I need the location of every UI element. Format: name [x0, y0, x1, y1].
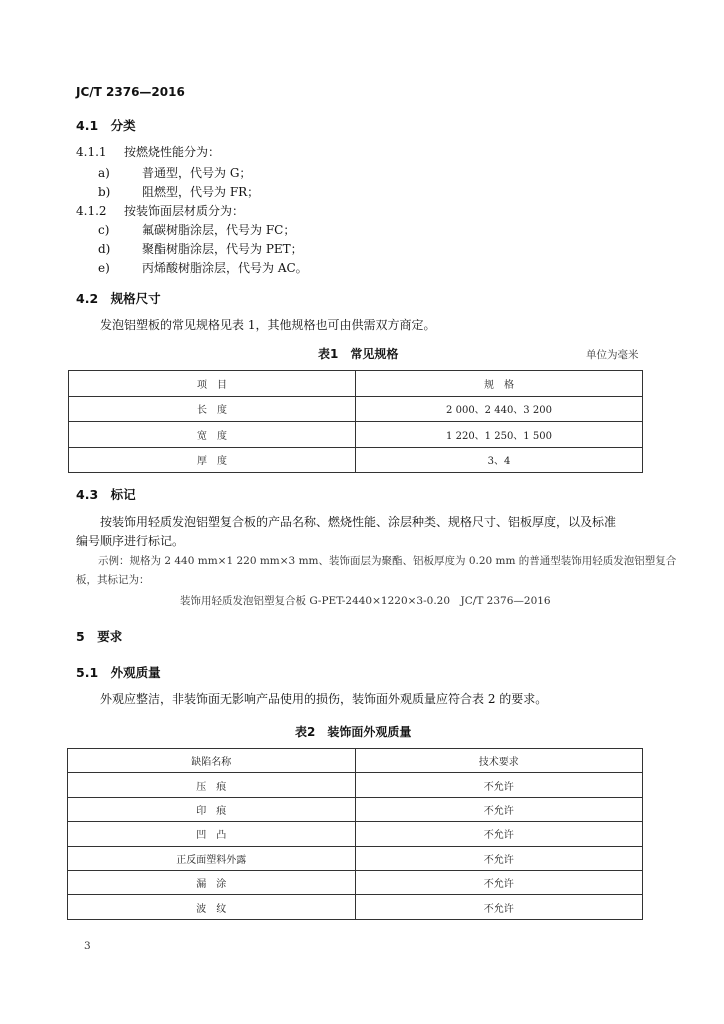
- table-cell: 不允许: [355, 870, 643, 894]
- table-1-caption: 表1 常见规格: [318, 347, 399, 361]
- list-item-label: c): [98, 223, 110, 237]
- section-5-1-title: 5.1 外观质量: [76, 665, 161, 680]
- table-cell: 宽 度: [69, 422, 356, 448]
- table-cell: 不允许: [355, 773, 643, 797]
- list-item: [98, 240, 303, 257]
- paragraph-line: 按装饰用轻质发泡铝塑复合板的产品名称、燃烧性能、涂层种类、规格尺寸、铝板厚度，以及标准: [100, 515, 617, 529]
- clause-number: 4.1.1: [76, 145, 107, 159]
- list-item-text: 阻燃型，代号为 FR；: [142, 185, 260, 199]
- table-cell: 不允许: [355, 895, 643, 919]
- table-header-cell: 技术要求: [355, 749, 643, 773]
- table-cell: 长 度: [69, 396, 356, 422]
- section-5-title: 5 要求: [76, 629, 123, 644]
- table-cell: 不允许: [355, 846, 643, 870]
- example-line: 示例：规格为 2 440 mm×1 220 mm×3 mm、装饰面层为聚酯、铝板厚度为 0.20 mm 的普通型装饰用轻质发泡铝塑复合: [98, 555, 677, 567]
- list-item: [98, 183, 259, 200]
- table-row: [68, 895, 643, 919]
- clause-4-1-1: [76, 143, 220, 160]
- list-item: [98, 164, 251, 181]
- table-row: [68, 773, 643, 797]
- table-row: [68, 822, 643, 846]
- table-cell: 3、4: [356, 447, 643, 473]
- section-4-1-title: 4.1 分类: [76, 118, 136, 133]
- table-cell: 波 纹: [68, 895, 356, 919]
- table-row: [69, 447, 643, 473]
- table-row: [69, 422, 643, 448]
- paragraph-line: 编号顺序进行标记。: [76, 534, 185, 548]
- clause-text: 按装饰面层材质分为：: [124, 204, 245, 218]
- table-header-cell: 项 目: [69, 371, 356, 397]
- list-item-text: 普通型，代号为 G；: [142, 166, 252, 180]
- list-item: [98, 221, 295, 238]
- table-row: [68, 846, 643, 870]
- list-item-text: 聚酯树脂涂层，代号为 PET；: [142, 242, 303, 256]
- clause-number: 4.1.2: [76, 204, 107, 218]
- table-2: [67, 748, 643, 920]
- table-1-unit: 单位为毫米: [586, 349, 639, 361]
- table-cell: 不允许: [355, 822, 643, 846]
- clause-4-1-2: [76, 202, 244, 219]
- list-item-label: d): [98, 242, 111, 256]
- table-cell: 印 痕: [68, 797, 356, 821]
- list-item-text: 氟碳树脂涂层，代号为 FC；: [142, 223, 296, 237]
- table-row: [68, 870, 643, 894]
- list-item-label: a): [98, 166, 110, 180]
- table-cell: 厚 度: [69, 447, 356, 473]
- table-row: [69, 396, 643, 422]
- table-1: [68, 370, 643, 473]
- table-cell: 2 000、2 440、3 200: [356, 396, 643, 422]
- table-cell: 正反面塑料外露: [68, 846, 356, 870]
- example-line: 板，其标记为：: [76, 574, 150, 586]
- table-2-caption: 表2 装饰面外观质量: [295, 725, 412, 739]
- table-cell: 漏 涂: [68, 870, 356, 894]
- list-item: [98, 259, 308, 276]
- table-cell: 凹 凸: [68, 822, 356, 846]
- product-mark: 装饰用轻质发泡铝塑复合板 G-PET-2440×1220×3-0.20 JC/T 2376—2016: [180, 595, 551, 607]
- list-item-text: 丙烯酸树脂涂层，代号为 AC。: [142, 261, 308, 275]
- table-header-row: [69, 371, 643, 397]
- paragraph: 发泡铝塑板的常见规格见表 1，其他规格也可由供需双方商定。: [100, 318, 436, 332]
- page-number: 3: [84, 940, 91, 952]
- table-header-row: [68, 749, 643, 773]
- paragraph: 外观应整洁，非装饰面无影响产品使用的损伤，装饰面外观质量应符合表 2 的要求。: [100, 692, 548, 706]
- table-header-cell: 规 格: [356, 371, 643, 397]
- table-cell: 不允许: [355, 797, 643, 821]
- clause-text: 按燃烧性能分为：: [124, 145, 221, 159]
- list-item-label: b): [98, 185, 111, 199]
- list-item-label: e): [98, 261, 110, 275]
- table-row: [68, 797, 643, 821]
- standard-code-header: JC/T 2376—2016: [76, 85, 185, 99]
- section-4-3-title: 4.3 标记: [76, 487, 136, 502]
- table-cell: 1 220、1 250、1 500: [356, 422, 643, 448]
- table-cell: 压 痕: [68, 773, 356, 797]
- table-header-cell: 缺陷名称: [68, 749, 356, 773]
- section-4-2-title: 4.2 规格尺寸: [76, 291, 161, 306]
